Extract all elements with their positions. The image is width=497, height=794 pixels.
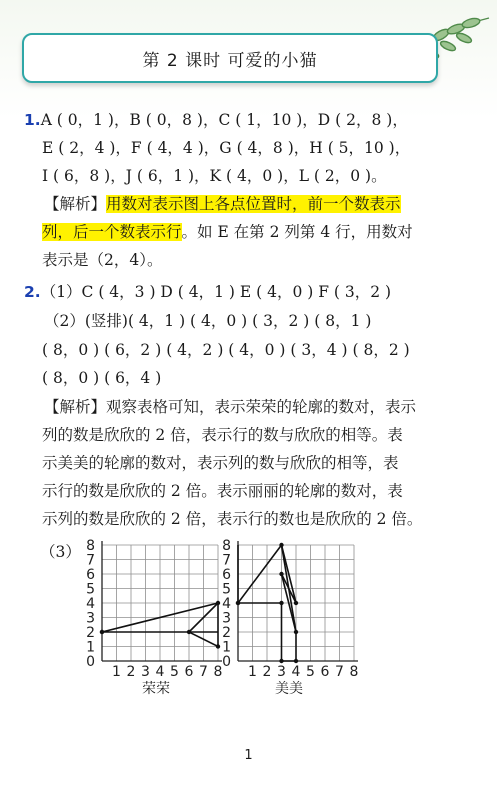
q1-analysis-2 [42,222,413,242]
q2-analysis-4: 示行的数是欣欣的 2 倍。表示丽丽的轮廓的数对，表 [42,482,403,500]
q2-analysis-2: 列的数是欣欣的 2 倍，表示行的数与欣欣的相等。表 [42,426,403,444]
x-tick-label: 7 [335,664,344,677]
x-tick-label: 4 [291,664,301,677]
q1-analysis-rest: 。如 E 在第 2 列第 4 行，用数对 [181,223,413,241]
lesson-title-box [22,33,438,83]
outline-point [236,601,240,605]
q1-analysis-1 [44,194,401,214]
x-tick-label: 6 [320,664,330,677]
y-tick-label: 6 [222,567,231,583]
q2-analysis-tag: 【解析】 [44,398,107,416]
grid-chart-rongrong [84,535,224,677]
outline-point [279,543,283,547]
y-tick-label: 1 [86,639,95,656]
q1-number: 1. [24,111,41,129]
lesson-title: 第 2 课时 可爱的小猫 [142,50,318,71]
y-tick-label: 5 [86,581,95,598]
q2-line2: （2）(竖排)( 4，1 ) ( 4，0 ) ( 3，2 ) ( 8，1 ) [44,312,372,330]
x-tick-label: 1 [112,664,121,677]
chart-caption-rongrong: 荣荣 [142,681,170,697]
q1-analysis-3: 表示是（2，4）。 [42,251,163,269]
x-tick-label: 2 [262,664,272,677]
q2-line1 [24,282,391,302]
q2-number: 2. [24,283,41,301]
y-tick-label: 1 [222,639,231,656]
y-tick-label: 8 [86,538,95,554]
q2-analysis-5: 示列的数是欣欣的 2 倍，表示行的数也是欣欣的 2 倍。 [42,510,423,528]
x-tick-label: 4 [155,664,165,677]
y-tick-label: 7 [86,552,95,569]
q2-part3-label: （3） [40,543,81,561]
x-tick-label: 3 [277,664,286,677]
x-tick-label: 6 [184,664,194,677]
chart-caption-meimei: 美美 [275,681,303,697]
outline-point [100,630,104,634]
q2-line4: ( 8，0 ) ( 6，4 ) [42,369,162,387]
y-tick-label: 3 [86,610,95,627]
q1-analysis-tag: 【解析】 [44,195,107,213]
y-tick-label: 5 [222,581,231,598]
q1-line2: E ( 2，4 )，F ( 4，4 )，G ( 4，8 )，H ( 5，10 )， [42,139,411,157]
q1-highlight-2: 列，后一个数表示行 [42,223,182,241]
y-tick-label: 0 [222,654,231,670]
x-tick-label: 7 [199,664,208,677]
y-tick-label: 7 [222,552,231,569]
x-tick-label: 8 [213,664,223,677]
x-tick-label: 5 [170,664,179,677]
y-tick-label: 3 [222,610,231,627]
y-tick-label: 2 [222,625,231,641]
q2-line3: ( 8，0 ) ( 6，2 ) ( 4，2 ) ( 4，0 ) ( 3，4 ) ( 8，2 ) [42,341,410,359]
outline-point [187,630,191,634]
outline-point [294,601,298,605]
q2-analysis-1 [44,397,416,417]
grid-chart-meimei [220,535,360,677]
q1-line3: I ( 6，8 )，J ( 6，1 )，K ( 4，0 )，L ( 2，0 )。 [42,167,387,185]
q1-highlight-1: 用数对表示图上各点位置时，前一个数表示 [106,195,401,213]
outline-point [294,659,298,663]
y-tick-label: 6 [86,567,95,583]
outline-point [279,601,283,605]
q2-analysis-3: 示美美的轮廓的数对，表示列的数与欣欣的相等，表 [42,454,399,472]
x-tick-label: 1 [248,664,257,677]
x-tick-label: 2 [126,664,136,677]
y-tick-label: 4 [222,596,231,612]
x-tick-label: 8 [349,664,359,677]
outline-point [279,572,283,576]
q2-analysis-text-1: 观察表格可知，表示荣荣的轮廓的数对，表示 [106,398,417,416]
y-tick-label: 2 [86,625,95,641]
outline-point [294,630,298,634]
q1-line1 [24,110,408,130]
y-tick-label: 8 [222,538,231,554]
y-tick-label: 0 [86,654,95,670]
q1-text-1: A ( 0，1 )，B ( 0，8 )，C ( 1，10 )，D ( 2，8 )， [40,111,408,129]
x-tick-label: 5 [306,664,315,677]
y-tick-label: 4 [86,596,95,612]
outline-point [279,659,283,663]
q2-text-1: （1）C ( 4，3 ) D ( 4，1 ) E ( 4，0 ) F ( 3，2 ) [40,283,392,301]
x-tick-label: 3 [141,664,150,677]
page-number: 1 [244,748,253,763]
